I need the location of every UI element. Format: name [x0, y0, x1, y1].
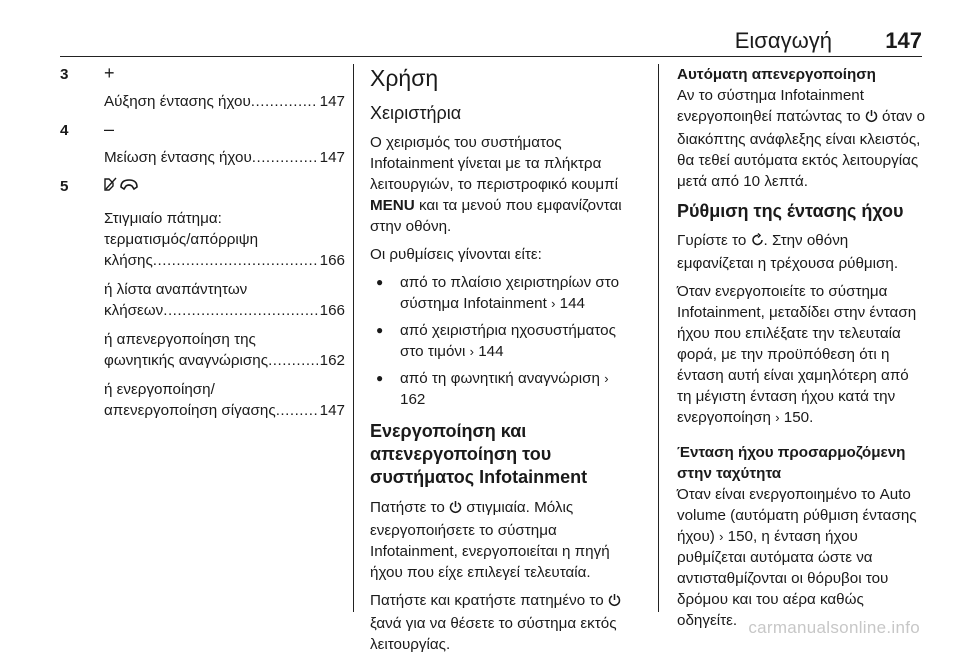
page-ref[interactable]: 147 [319, 149, 345, 166]
entry-5-sub-3 [104, 329, 345, 371]
column-divider-1 [353, 64, 354, 612]
sub-text: ή ενεργοποίηση/ [104, 381, 215, 398]
watermark: carmanualsonline.info [748, 618, 920, 637]
sub-text: φωνητικής αναγνώρισης [104, 352, 269, 369]
entry-4 [60, 120, 345, 141]
entry-3 [60, 64, 345, 85]
volume-heading: Ρύθμιση της έντασης ήχου [677, 201, 904, 221]
sub-text: κλήσης [104, 252, 153, 269]
page-header [60, 26, 922, 56]
volume-startup-paragraph: Όταν ενεργοποιείτε το σύστημα Infotainment, μεταδίδει στην ένταση ήχου που επιλέξατε την τελευταία φορά, με την προϋπόθεση ότι η ένταση αυτή είναι χαμηλότερη από τη μέγιστη ένταση ήχου κατά την ενεργοποίηση › 150. [677, 283, 917, 426]
entry-number: 4 [60, 122, 69, 139]
minus-symbol: – [104, 119, 115, 139]
controls-paragraph: Ο χειρισμός του συστήματος Infotainment γίνεται με τα πλήκτρα λειτουργιών, το περιστροφικό κουμπί MENU και τα μενού που εμφανίζονται στην οθόνη. [370, 134, 622, 235]
mute-phone-icon [104, 176, 345, 198]
page-ref-arrow-icon: › [604, 371, 609, 386]
entry-5 [60, 176, 345, 198]
header-rule [60, 56, 922, 57]
entry-3-sub-1 [104, 91, 345, 112]
settings-intro: Οι ρυθμίσεις γίνονται είτε: [370, 246, 542, 263]
page-ref[interactable]: 150 [727, 528, 753, 545]
power-off-paragraph: Πατήστε και κρατήστε πατημένο το ξανά για να θέσετε το σύστημα εκτός λειτουργίας. [370, 590, 638, 655]
rotary-knob-icon [751, 232, 764, 253]
page-ref[interactable]: 144 [559, 295, 585, 312]
sub-text: Μείωση έντασης ήχου [104, 149, 252, 166]
list-item: ● από τη φωνητική αναγνώριση › 162 [370, 368, 638, 410]
page-ref[interactable]: 147 [319, 93, 345, 110]
power-icon [865, 108, 878, 129]
page-ref-arrow-icon: › [719, 529, 724, 544]
middle-column [370, 64, 638, 662]
page-ref[interactable]: 150. [783, 409, 814, 426]
sub-text: ή απενεργοποίηση της [104, 331, 256, 348]
plus-symbol: + [104, 63, 115, 83]
settings-list [370, 272, 638, 410]
entry-number: 5 [60, 178, 69, 195]
entry-5-sub-4 [104, 379, 345, 421]
volume-paragraph: Γυρίστε το . Στην οθόνη εμφανίζεται η τρέχουσα ρύθμιση. [677, 232, 899, 272]
page-number: 147 [885, 28, 922, 53]
column-divider-2 [658, 64, 659, 612]
right-column [677, 64, 927, 638]
sub-text: τερματισμός/απόρριψη [104, 231, 259, 248]
page-ref[interactable]: 166 [319, 252, 345, 269]
page-ref[interactable]: 147 [319, 402, 345, 419]
sub-text: απενεργοποίηση σίγασης [104, 402, 276, 419]
page-ref-arrow-icon: › [775, 410, 780, 425]
power-on-paragraph: Πατήστε το στιγμιαία. Μόλις ενεργοποιήσετε το σύστημα Infotainment, ενεργοποιείται η πηγή ήχου που είχε επιλεγεί τελευταία. [370, 499, 610, 581]
page-ref[interactable]: 162 [319, 352, 345, 369]
page-ref[interactable]: 166 [319, 302, 345, 319]
power-icon [608, 592, 621, 613]
sub-text: ή λίστα αναπάντητων [104, 281, 248, 298]
sub-text: Στιγμιαίο πάτημα: [104, 210, 222, 227]
power-icon [449, 499, 462, 520]
speed-volume-heading: Ένταση ήχου προσαρμοζόμενη στην ταχύτητα [677, 444, 906, 482]
list-item: ● από χειριστήρια ηχοσυστήματος στο τιμόνι › 144 [370, 320, 638, 362]
page-ref-arrow-icon: › [469, 344, 474, 359]
speed-volume-paragraph: Όταν είναι ενεργοποιημένο το Auto volume (αυτόματη ρύθμιση έντασης ήχου) › 150, η ένταση ήχου ρυθμίζεται αυτόματα ώστε να αντισταθμίζονται οι θόρυβοι του δρόμου και του αέρα καθώς οδηγείτε. [677, 486, 917, 629]
entry-4-sub-1 [104, 147, 345, 168]
menu-label: MENU [370, 197, 415, 214]
sub-text: Αύξηση έντασης ήχου [104, 93, 251, 110]
controls-heading: Χειριστήρια [370, 103, 462, 123]
page-ref-arrow-icon: › [551, 296, 556, 311]
list-item: ● από το πλαίσιο χειριστηρίων στο σύστημα Infotainment › 144 [370, 272, 638, 314]
entry-number: 3 [60, 66, 69, 83]
page-ref[interactable]: 162 [400, 391, 426, 408]
section-title: Εισαγωγή [734, 28, 832, 53]
usage-heading: Χρήση [370, 65, 439, 91]
entry-5-sub-2 [104, 279, 345, 321]
left-column [60, 64, 345, 429]
sub-text: κλήσεων [104, 302, 164, 319]
power-heading: Ενεργοποίηση και απενεργοποίηση του συστήματος Infotainment [370, 421, 588, 487]
auto-off-paragraph: Αν το σύστημα Infotainment ενεργοποιηθεί πατώντας το όταν ο διακόπτης ανάφλεξης είναι κλειστός, θα τεθεί αυτόματα εκτός λειτουργίας μετά από 10 λεπτά. [677, 87, 926, 190]
page-ref[interactable]: 144 [478, 343, 504, 360]
entry-5-sub-1 [104, 208, 345, 271]
auto-off-heading: Αυτόματη απενεργοποίηση [677, 66, 876, 83]
